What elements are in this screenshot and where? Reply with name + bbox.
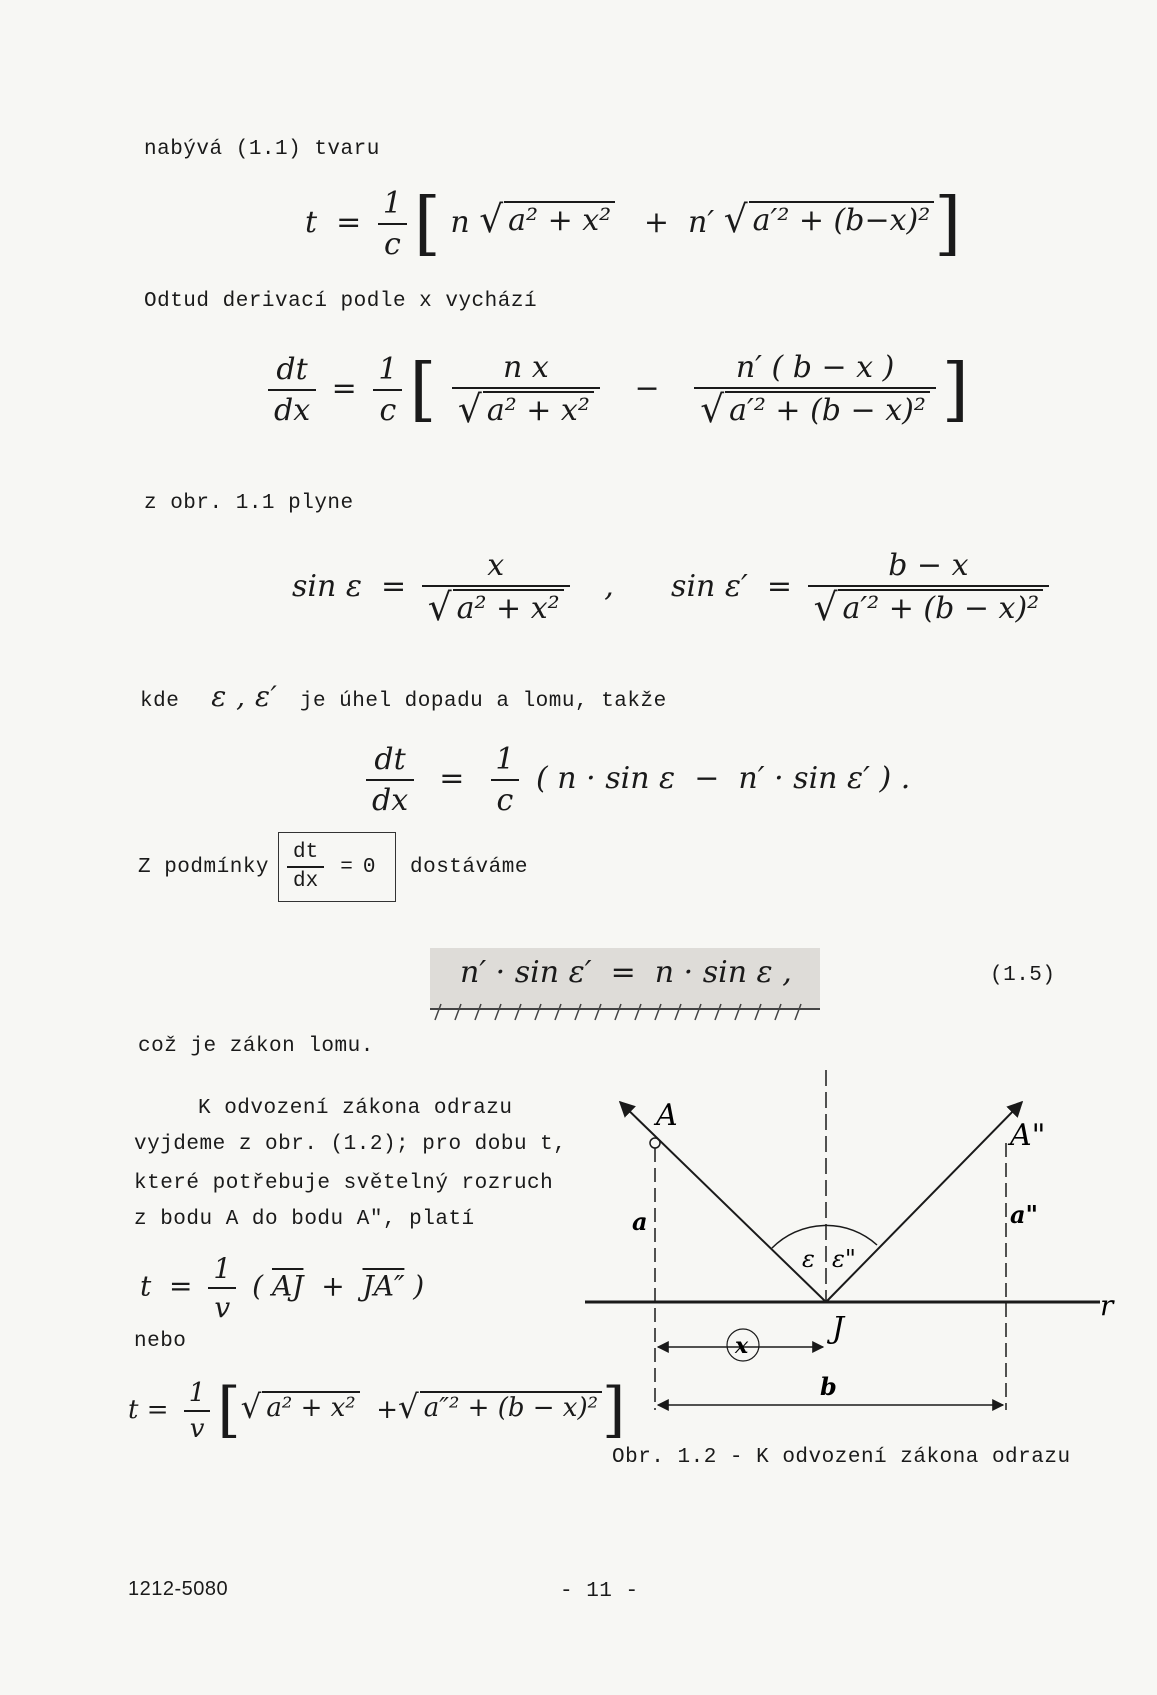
reflection-line-3: které potřebuje světelný rozruch xyxy=(134,1172,554,1195)
label-a-point: A xyxy=(656,1098,678,1133)
footer-code: 1212-5080 xyxy=(128,1578,229,1600)
label-a2-point: A" xyxy=(1010,1118,1046,1153)
condition-box xyxy=(278,832,396,902)
hatch-marks xyxy=(425,1000,825,1022)
equation-time-refraction: t = $\frac{1}{c}$ [ n √ a² + x² + n′ √ a′² + (b−x)² ] xyxy=(305,183,962,264)
label-epsilon: ε xyxy=(802,1245,815,1273)
snell-label: což je zákon lomu. xyxy=(138,1035,374,1058)
intro-text: nabývá (1.1) tvaru xyxy=(144,138,380,161)
where-post: je úhel dopadu a lomu, takže xyxy=(299,690,667,713)
condition-eq: = xyxy=(340,855,353,879)
label-a2-height: a" xyxy=(1010,1200,1039,1229)
label-a-height: a xyxy=(632,1207,648,1236)
where-pre: kde xyxy=(140,690,180,713)
reflection-line-2: vyjdeme z obr. (1.2); pro dobu t, xyxy=(134,1133,567,1156)
figure-caption: Obr. 1.2 - K odvození zákona odrazu xyxy=(612,1446,1071,1469)
incident-ray xyxy=(620,1102,826,1302)
equation-time-reflection-expanded: t = $\frac{1}{v}$ [ √ a² + x² + √ a″² + (b − x)² ] xyxy=(128,1375,626,1446)
label-x: x xyxy=(735,1333,749,1359)
angle-arc xyxy=(772,1225,877,1248)
from-figure-text: z obr. 1.1 plyne xyxy=(144,492,354,515)
nebo-text: nebo xyxy=(134,1330,187,1353)
condition-post: dostáváme xyxy=(410,856,528,879)
label-epsilon2: ε" xyxy=(832,1245,856,1273)
condition-pre: Z podmínky xyxy=(138,856,270,879)
equation-derivative: $\frac{dt}{dx}$ = $\frac{1}{c}$ [ n x √ a² + x² − n′ ( b − x ) √ a′² + (b − x)² ] xyxy=(262,350,969,430)
reflection-figure xyxy=(580,1065,1120,1445)
equation-time-reflection: t = $\frac{1}{v}$ ( $\overline{AJ} + JA''$ ) xyxy=(140,1252,425,1324)
condition-den: dx xyxy=(287,866,324,893)
label-r: r xyxy=(1100,1289,1114,1322)
point-a xyxy=(650,1138,660,1148)
condition-val: 0 xyxy=(362,855,376,879)
condition-num: dt xyxy=(293,841,319,864)
equation-sines: sin ε = x √ a² + x² , sin ε′ = b − x √ a′² + (b − x)² xyxy=(292,548,1055,628)
label-b: b xyxy=(820,1372,837,1401)
reflection-line-1: K odvození zákona odrazu xyxy=(198,1097,513,1120)
label-j: J xyxy=(832,1311,845,1346)
equation-snell: n′ · sin ε′ = n · sin ε , xyxy=(460,955,792,990)
equation-derivative-sine: $\frac{dt}{dx}$ = $\frac{1}{c}$ ( n · sin ε − n′ · sin ε′ ) . xyxy=(360,742,910,818)
page-number: - 11 - xyxy=(560,1580,639,1603)
reflection-line-4: z bodu A do bodu A", platí xyxy=(134,1208,475,1231)
where-text: kde ε , ε′ je úhel dopadu a lomu, takže xyxy=(140,680,667,713)
derivation-text: Odtud derivací podle x vychází xyxy=(144,290,538,313)
equation-number: (1.5) xyxy=(990,964,1056,987)
